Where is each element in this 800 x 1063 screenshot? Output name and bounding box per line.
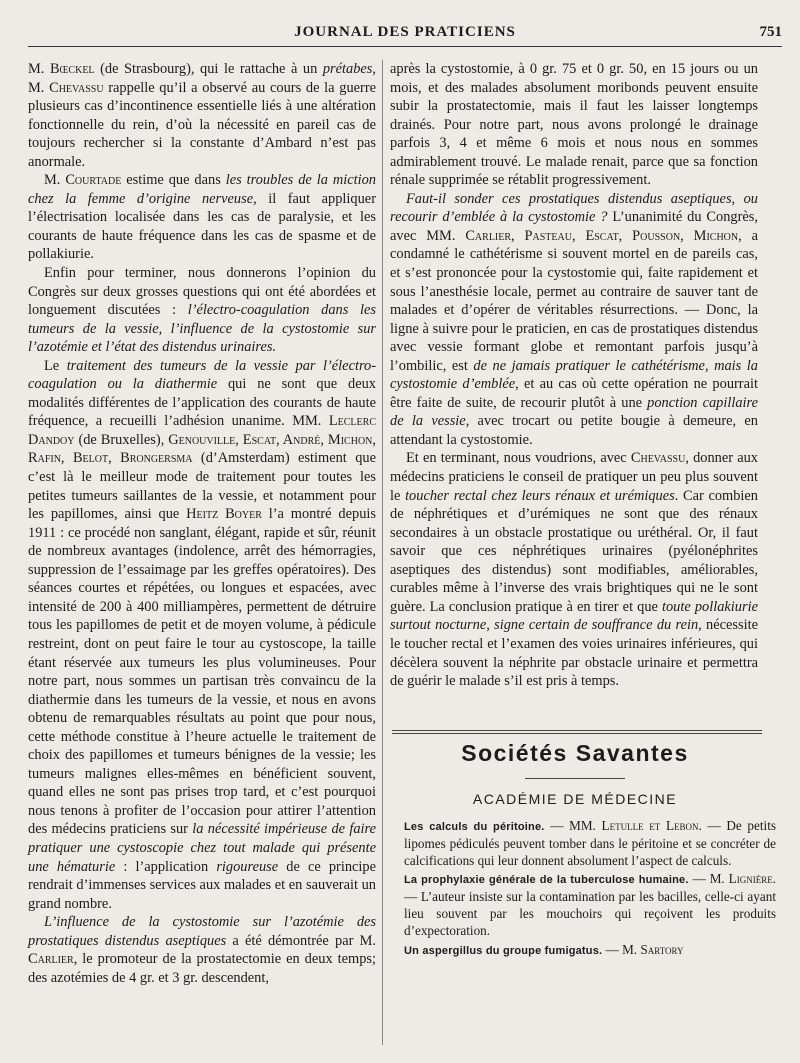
academy-heading: ACADÉMIE DE MÉDECINE xyxy=(472,791,678,807)
author-name: Lignière xyxy=(728,871,773,887)
academy-item-topic: Les calculs du péritoine. xyxy=(404,821,545,833)
paragraph-tumeurs: Le traitement des tumeurs de la vessie par l’électro-coagulation ou la diathermie qui ne sont que deux modalités différentes de l’application des courants de haute fréquence, a recueilli l’adhésion unanime. MM. Leclerc Dandoy (de Bruxelles), Genouville, Escat, André, Michon, Rafin, Belot, Brongersma (d’Amsterdam) estiment que c’est là le meilleur mode de traitement pour toutes les petites tumeurs saillantes de la vessie, et notamment pour les papillomes, ainsi que Heitz Boyer l’a montré depuis 1911 : ce procédé non sanglant, élégant, rapide et sûr, réunit de nombreux avantages (indolence, arrêt des hémorragies, suppression de l’essaimage par les greffes opératoires). Des séances courtes et répétées, ou longues et espacées, avec intensité de 200 à 400 milliampères, permettent de détruire tous les papillomes de petit et de moyen volume, à pédicule restreint, dont on peut faire le tour au cystoscope, la taille étant réservée aux tumeurs les plus volumineuses. Pour notre part, nous sommes un partisan très convaincu de la diathermie dans les tumeurs de la vessie, et nous en avons obtenu de remarquables résultats au point que pour nous, cette méthode constitue à l’heure actuelle le traitement de choix des papillomes et tumeurs bénignes de la vessie; les tumeurs malignes elles-mêmes en bénéficient souvent, quand elles ne sont pas prises trop tard, et c’est pourquoi nous tenons à profiter de l’occasion pour attirer l’attention des médecins praticiens sur la nécessité impérieuse de faire pratiquer une cystoscopie chez tout malade qui présente une hématurie : l’application rigoureuse de ce principe rendrait d’immenses services aux malades et en sauverait un grand nombre. xyxy=(28,357,377,912)
left-column xyxy=(28,60,376,987)
author-name: Carlier xyxy=(28,951,74,968)
right-column xyxy=(390,60,758,691)
academy-item-topic: La prophylaxie générale de la tuberculose humaine. xyxy=(404,874,689,887)
author-names: Leclerc Dandoy xyxy=(28,413,376,448)
author-name: Sartory xyxy=(640,941,684,957)
author-names: Carlier, Pasteau, Escat, Pousson, Michon xyxy=(465,227,739,244)
journal-title: JOURNAL DES PRATICIENS xyxy=(294,24,516,40)
page-header xyxy=(28,22,782,47)
academy-notes xyxy=(404,818,776,961)
author-names: Letulle et Lebon xyxy=(601,818,699,833)
academy-item: Un aspergillus du groupe fumigatus. — M. Sartory xyxy=(404,941,684,957)
paragraph-conclusion-intro: Enfin pour terminer, nous donnerons l’opinion du Congrès sur deux grosses questions qui ont été abordées et longuement discutées : l’électro-coagulation dans les tumeurs de la vessie, l’influence de la cystostomie sur l’azotémie et l’état des distendus urinaires. xyxy=(28,265,376,356)
author-name: Chevassu xyxy=(630,450,686,467)
section-title: Sociétés Savantes xyxy=(461,740,689,766)
author-name: Courtade xyxy=(65,172,122,189)
academy-item: Les calculs du péritoine. — MM. Letulle et Lebon. — De petits lipomes pédiculés peuvent tomber dans le péritoine et se concréter de calcifications qui leur donnent absolument l’aspect de calculs. xyxy=(404,818,777,868)
section-title-underline xyxy=(525,778,625,779)
author-name: Bœckel xyxy=(49,61,95,77)
paragraph-courtade: M. Courtade estime que dans les troubles de la miction chez la femme d’origine nerveuse, il faut appliquer l’électrisation localisée dans les cas de paralysie, et les courants de haute fréquence dans les cas de spasme et de pollakiurie. xyxy=(28,172,376,263)
academy-item: La prophylaxie générale de la tuberculose humaine. — M. Lignière. — L’auteur insiste sur la contamination par les bacilles, celle-ci ayant lieu souvent par les mouchoirs qui reçoivent les produits d’expectoration. xyxy=(404,871,776,938)
author-name: Heitz Boyer xyxy=(186,506,262,523)
section-rule-top xyxy=(392,730,762,731)
paragraph-continuation: après la cystostomie, à 0 gr. 75 et 0 gr. 50, en 15 jours ou un mois, et des malades absolument moribonds peuvent ensuite subir la prostatectomie, mais il faut les laisser longtemps drainés. Pour notre part, nous avons prolongé le drainage parfois 3, 4 et même 6 mois et nous nous en sommes admirablement trouvé. Le malade renait, parce que sa fonction rénale supprimée se rétablit progressivement. xyxy=(390,61,758,189)
page-number: 751 xyxy=(759,24,782,40)
author-names: Genouville, Escat, André, Michon, Rafin, Belot, Brongersma xyxy=(28,431,376,467)
section-rule-top-double xyxy=(392,733,762,734)
paragraph-sonder: Faut-il sonder ces prostatiques distendus aseptiques, ou recourir d’emblée à la cystostomie ? L’unanimité du Congrès, avec MM. Carlier, Pasteau, Escat, Pousson, Michon, a condamné le cathétérisme si souvent mortel en de pareils cas, et s’est prononcée pour la cystostomie qui, faite rapidement et sous l’anesthésie locale, permet au contraire de sauver tant de malades et d’opérer de véritables résurrections. — Donc, la ligne à suivre pour le praticien, en cas de prostatiques distendus avec vessie formant globe et remontant parfois jusqu’à l’ombilic, est de ne jamais pratiquer le cathétérisme, mais la cystostomie d’emblée, et au cas où cette opération ne pourrait être faite de suite, de recourir plutôt à une ponction capillaire de la vessie, avec trocart ou petite bougie à demeure, en attendant la cystostomie. xyxy=(390,190,758,448)
column-divider xyxy=(382,60,383,1045)
author-name: Chevassu xyxy=(49,79,104,96)
paragraph-boeckel: M. Bœckel (de Strasbourg), qui le rattache à un prétabes, M. Chevassu rappelle qu’il a observé au cours de la guerre plusieurs cas d’incontinence essentielle liés à une altération fonctionnelle du rein, d’où la nécessité en pareil cas de toujours rechercher si la constante d’Ambard n’est pas anormale. xyxy=(28,61,376,170)
academy-item-topic: Un aspergillus du groupe fumigatus. xyxy=(404,944,603,957)
paragraph-cystostomie: L’influence de la cystostomie sur l’azotémie des prostatiques distendus aseptiques a été démontrée par M. Carlier, le promoteur de la prostatectomie en deux temps; des azotémies de 4 gr. et 3 gr. descendent, xyxy=(28,914,376,986)
paragraph-terminant: Et en terminant, nous voudrions, avec Chevassu, donner aux médecins praticiens le conseil de pratiquer un peu plus souvent le toucher rectal chez leurs rénaux et urémiques. Car combien de néphrétiques et d’urémiques ne sont que des rénaux secondaires à un obstacle prostatique ou uréthéral. Or, il faut savoir que ces néphrétiques urinaires (pyélonéphrites aseptiques des distendus) sont modifiables, améliorables, curables même à l’inverse des vrais brightiques qui ne le sont guère. La conclusion pratique à en tirer et que toute pollakiurie surtout nocturne, signe certain de souffrance du rein, nécessite le toucher rectal et l’examen des voies urinaires inférieures, qui décèlera souvent la néphrite par obstacle urinaire et permettra de guérir le malade s’il est pris à temps. xyxy=(390,450,759,690)
